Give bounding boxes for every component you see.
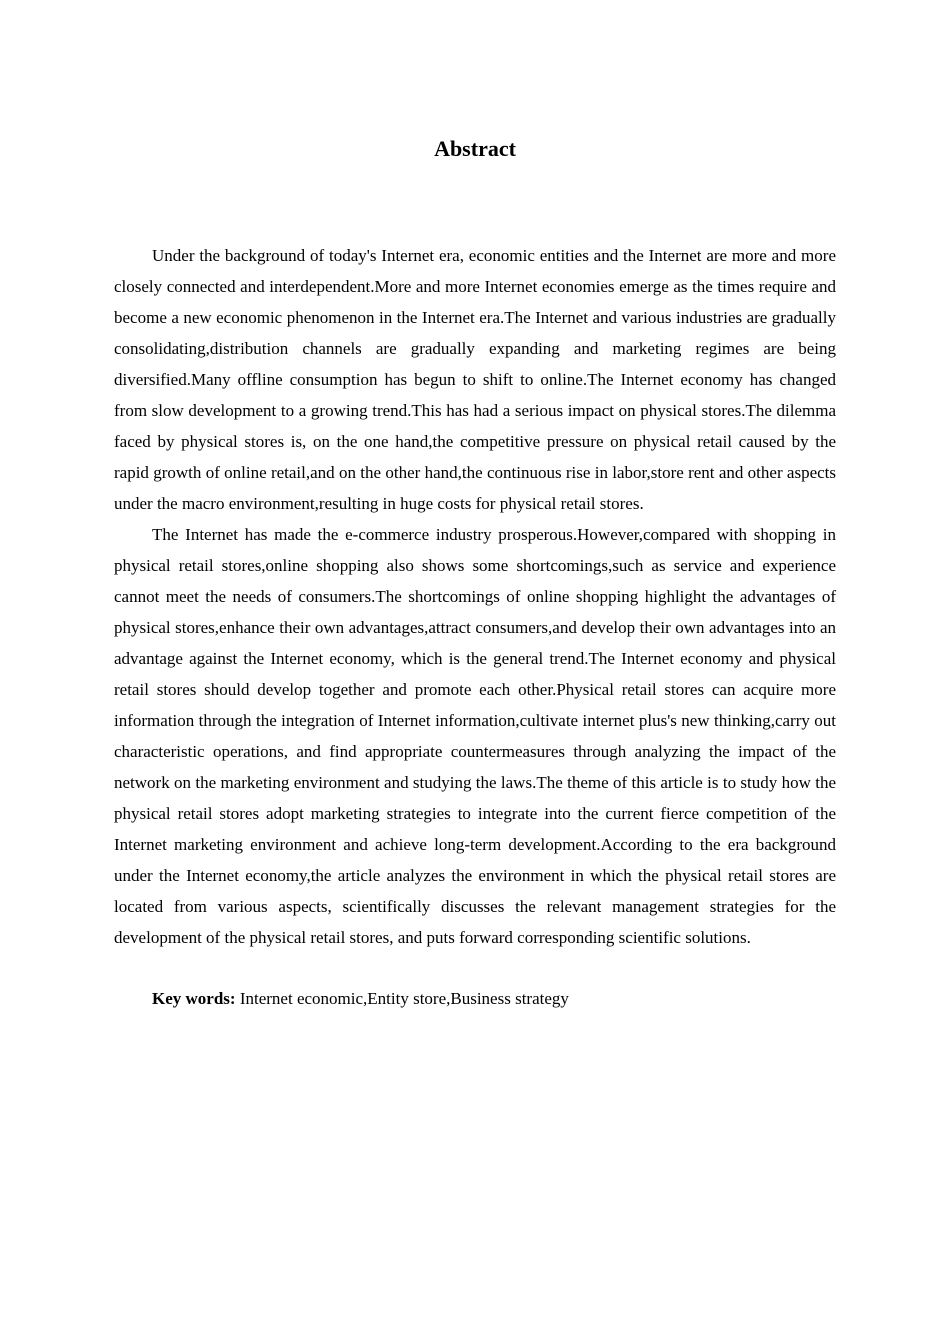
abstract-paragraph-2: The Internet has made the e-commerce industry prosperous.However,compared with shopping in physical retail stores,online shopping also shows some shortcomings,such as service and experience cannot meet the needs of consumers.The shortcomings of online shopping highlight the advantages of physical stores,enhance their own advantages,attract consumers,and develop their own advantages into an advantage against the Internet economy, which is the general trend.The Internet economy and physical retail stores should develop together and promote each other.Physical retail stores can acquire more information through the integration of Internet information,cultivate internet plus's new thinking,carry out characteristic operations, and find appropriate countermeasures through analyzing the impact of the network on the marketing environment and studying the laws.The theme of this article is to study how the physical retail stores adopt marketing strategies to integrate into the current fierce competition of the Internet marketing environment and achieve long-term development.According to the era background under the Internet economy,the article analyzes the environment in which the physical retail stores are located from various aspects, scientifically discusses the relevant management strategies for the development of the physical retail stores, and puts forward corresponding scientific solutions.: [114, 525, 836, 947]
keywords-value: Internet economic,Entity store,Business strategy: [239, 989, 569, 1008]
keywords-line: [114, 983, 836, 1014]
page-title: Abstract: [434, 136, 516, 161]
abstract-body: [114, 240, 836, 1014]
abstract-paragraph-1: Under the background of today's Internet era, economic entities and the Internet are more and more closely connected and interdependent.More and more Internet economies emerge as the times require and become a new economic phenomenon in the Internet era.The Internet and various industries are gradually consolidating,distribution channels are gradually expanding and marketing regimes are being diversified.Many offline consumption has begun to shift to online.The Internet economy has changed from slow development to a growing trend.This has had a serious impact on physical stores.The dilemma faced by physical stores is, on the one hand,the competitive pressure on physical retail caused by the rapid growth of online retail,and on the other hand,the continuous rise in labor,store rent and other aspects under the macro environment,resulting in huge costs for physical retail stores.: [114, 246, 836, 513]
keywords-label: Key words:: [152, 989, 236, 1008]
